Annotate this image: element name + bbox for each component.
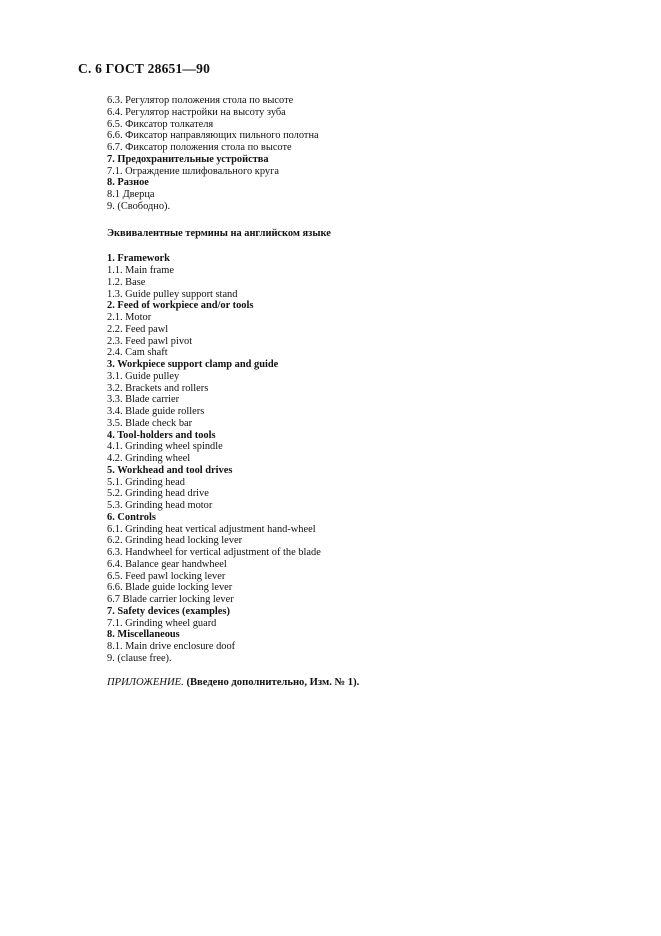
list-item: 2.1. Motor [107, 312, 152, 323]
list-item: 4.1. Grinding wheel spindle [107, 441, 223, 453]
list-item: 6.4. Регулятор настройки на высоту зуба [107, 106, 286, 118]
section-heading: 6. Controls [107, 511, 156, 523]
list-item: 2.2. Feed pawl [107, 323, 169, 335]
list-item: 9. (Свободно). [107, 200, 171, 212]
list-item: 2.3. Feed pawl pivot [107, 335, 193, 347]
section-heading: 7. Предохранительные устройства [107, 153, 269, 165]
list-item: 6.5. Фиксатор толкателя [107, 118, 214, 130]
list-item: 7.1. Ограждение шлифовального круга [107, 165, 279, 177]
russian-terms-list [107, 95, 627, 213]
list-item: 1.1. Main frame [107, 265, 174, 276]
list-item: 6.2. Grinding head locking lever [107, 535, 243, 547]
list-item: 1.3. Guide pulley support stand [107, 288, 238, 300]
list-item: 3.1. Guide pulley [107, 370, 180, 382]
document-body [107, 95, 627, 688]
list-item: 3.2. Brackets and rollers [107, 382, 209, 394]
list-item: 6.6. Фиксатор направляющих пильного полотна [107, 130, 319, 142]
section-heading: 8. Разное [107, 177, 149, 189]
annex-amendment: (Введено дополнительно, Изм. № 1). [183, 676, 360, 688]
list-item: 6.4. Balance gear handwheel [107, 558, 227, 570]
section-heading: 2. Feed of workpiece and/or tools [107, 300, 254, 312]
list-item: 4.2. Grinding wheel [107, 453, 191, 464]
list-item: 5.3. Grinding head motor [107, 500, 213, 511]
list-item: 5.2. Grinding head drive [107, 488, 209, 500]
annex-note [107, 677, 627, 689]
english-section-title: Эквивалентные термины на английском языке [107, 227, 331, 239]
section-heading: 8. Miscellaneous [107, 629, 180, 641]
list-item: 8.1 Дверца [107, 189, 155, 200]
list-item: 3.3. Blade carrier [107, 394, 180, 406]
list-item: 6.1. Grinding heat vertical adjustment hand-wheel [107, 523, 316, 535]
list-item: 9. (clause free). [107, 652, 172, 664]
list-item: 3.5. Blade check bar [107, 417, 193, 429]
list-item: 5.1. Grinding head [107, 476, 185, 488]
list-item: 6.5. Feed pawl locking lever [107, 570, 226, 582]
page-header: С. 6 ГОСТ 28651—90 [78, 61, 211, 76]
list-item: 1.2. Base [107, 276, 146, 288]
english-terms-list [107, 253, 627, 664]
list-item: 6.6. Blade guide locking lever [107, 582, 233, 594]
section-heading: 1. Framework [107, 253, 170, 265]
list-item: 8.1. Main drive enclosure doof [107, 641, 236, 652]
section-heading: 3. Workpiece support clamp and guide [107, 359, 279, 370]
list-item: 3.4. Blade guide rollers [107, 406, 205, 417]
list-item: 2.4. Cam shaft [107, 347, 168, 359]
list-item: 6.3. Регулятор положения стола по высоте [107, 95, 294, 106]
list-item: 6.3. Handwheel for vertical adjustment of the blade [107, 547, 321, 558]
section-heading: 4. Tool-holders and tools [107, 429, 216, 441]
list-item: 7.1. Grinding wheel guard [107, 617, 217, 629]
section-heading: 7. Safety devices (examples) [107, 605, 230, 617]
list-item: 6.7 Blade carrier locking lever [107, 594, 234, 605]
section-heading: 5. Workhead and tool drives [107, 464, 233, 476]
annex-label: ПРИЛОЖЕНИЕ. [107, 676, 184, 688]
list-item: 6.7. Фиксатор положения стола по высоте [107, 142, 292, 153]
